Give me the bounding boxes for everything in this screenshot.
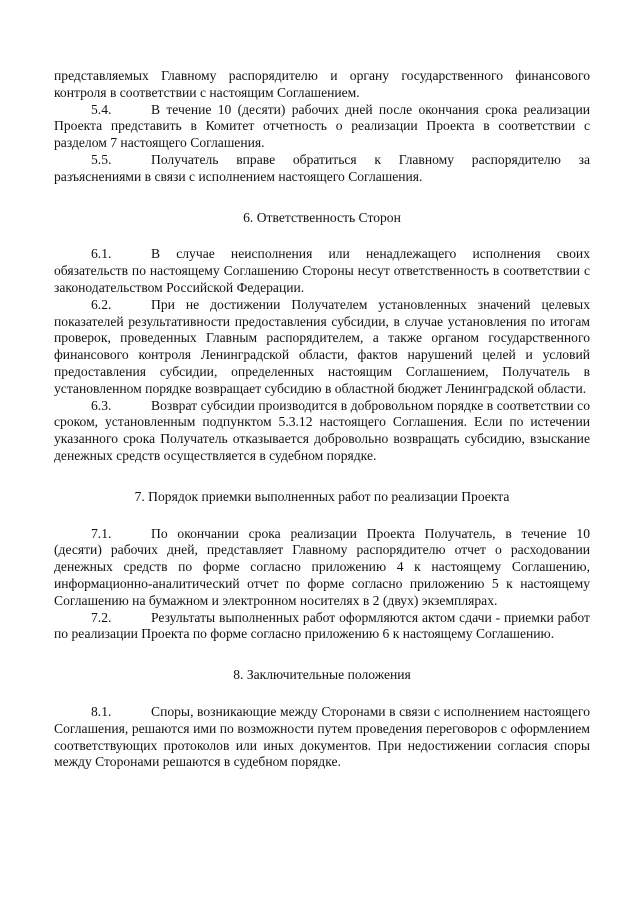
clause-text: Споры, возникающие между Сторонами в связи с исполнением настоящего Соглашения, решаются ими по возможности путем проведения переговоров с оформлением соответствующих протоколов или иных документов. При недостижении согласия споры между Сторонами решаются в судебном порядке. xyxy=(54,703,590,770)
section-8-heading: 8. Заключительные положения xyxy=(233,667,411,683)
clause-number: 6.2. xyxy=(91,296,112,312)
clause-5-5 xyxy=(54,152,590,186)
clause-text: В случае неисполнения или ненадлежащего исполнения своих обязательств по настоящему Соглашению Стороны несут ответственность в соответствии с законодательством Российской Федерации. xyxy=(54,246,590,295)
clause-6-3 xyxy=(54,398,590,465)
clause-number: 7.1. xyxy=(91,525,112,541)
clause-8-1 xyxy=(54,704,590,771)
section-6-heading: 6. Ответственность Сторон xyxy=(243,209,401,225)
clause-number: 7.2. xyxy=(91,609,112,625)
clause-7-1 xyxy=(54,526,590,610)
clause-7-2 xyxy=(54,610,590,644)
clause-5-4 xyxy=(54,102,590,152)
clause-number: 5.4. xyxy=(91,101,112,117)
document-page xyxy=(54,68,590,771)
intro-paragraph: представляемых Главному распорядителю и органу государственного финансового контроля в соответствии с настоящим Соглашением. xyxy=(54,68,590,100)
clause-number: 6.1. xyxy=(91,246,112,262)
clause-number: 5.5. xyxy=(91,151,112,167)
clause-text: При не достижении Получателем установленных значений целевых показателей результативности предоставления субсидии, в случае установления по итогам проверок, проведенных Главным распорядителем, а также органом государственного финансового контроля Ленинградской области, фактов нарушений целей и условий предоставления субсидии, определенных настоящим Соглашением, Получатель в установленном порядке возвращает субсидию в областной бюджет Ленинградской области. xyxy=(54,296,590,396)
clause-text: В течение 10 (десяти) рабочих дней после окончания срока реализации Проекта представить в Комитет отчетность о реализации Проекта в соответствии с разделом 7 настоящего Соглашения. xyxy=(54,101,590,151)
clause-number: 6.3. xyxy=(91,397,112,413)
clause-text: Получатель вправе обратиться к Главному распорядителю за разъяснениями в связи с исполнением настоящего Соглашения. xyxy=(54,151,590,184)
clause-6-1 xyxy=(54,246,590,296)
clause-text: По окончании срока реализации Проекта Получатель, в течение 10 (десяти) рабочих дней, представляет Главному распорядителю отчет о расходовании денежных средств по форме согласно приложению 4 к настоящему Соглашению, информационно-аналитический отчет по форме согласно приложению 5 к настоящему Соглашению на бумажном и электронном носителях в 2 (двух) экземплярах. xyxy=(54,525,590,608)
clause-text: Возврат субсидии производится в добровольном порядке в соответствии со сроком, установленным подпунктом 5.3.12 настоящего Соглашения. Если по истечении указанного срока Получатель отказывается добровольно возвращать субсидию, взыскание денежных средств осуществляется в судебном порядке. xyxy=(54,397,590,463)
clause-text: Результаты выполненных работ оформляются актом сдачи - приемки работ по реализации Проекта по форме согласно приложению 6 к настоящему Соглашению. xyxy=(54,609,590,642)
clause-6-2 xyxy=(54,297,590,398)
section-7-heading: 7. Порядок приемки выполненных работ по реализации Проекта xyxy=(134,488,510,504)
clause-number: 8.1. xyxy=(91,703,112,719)
